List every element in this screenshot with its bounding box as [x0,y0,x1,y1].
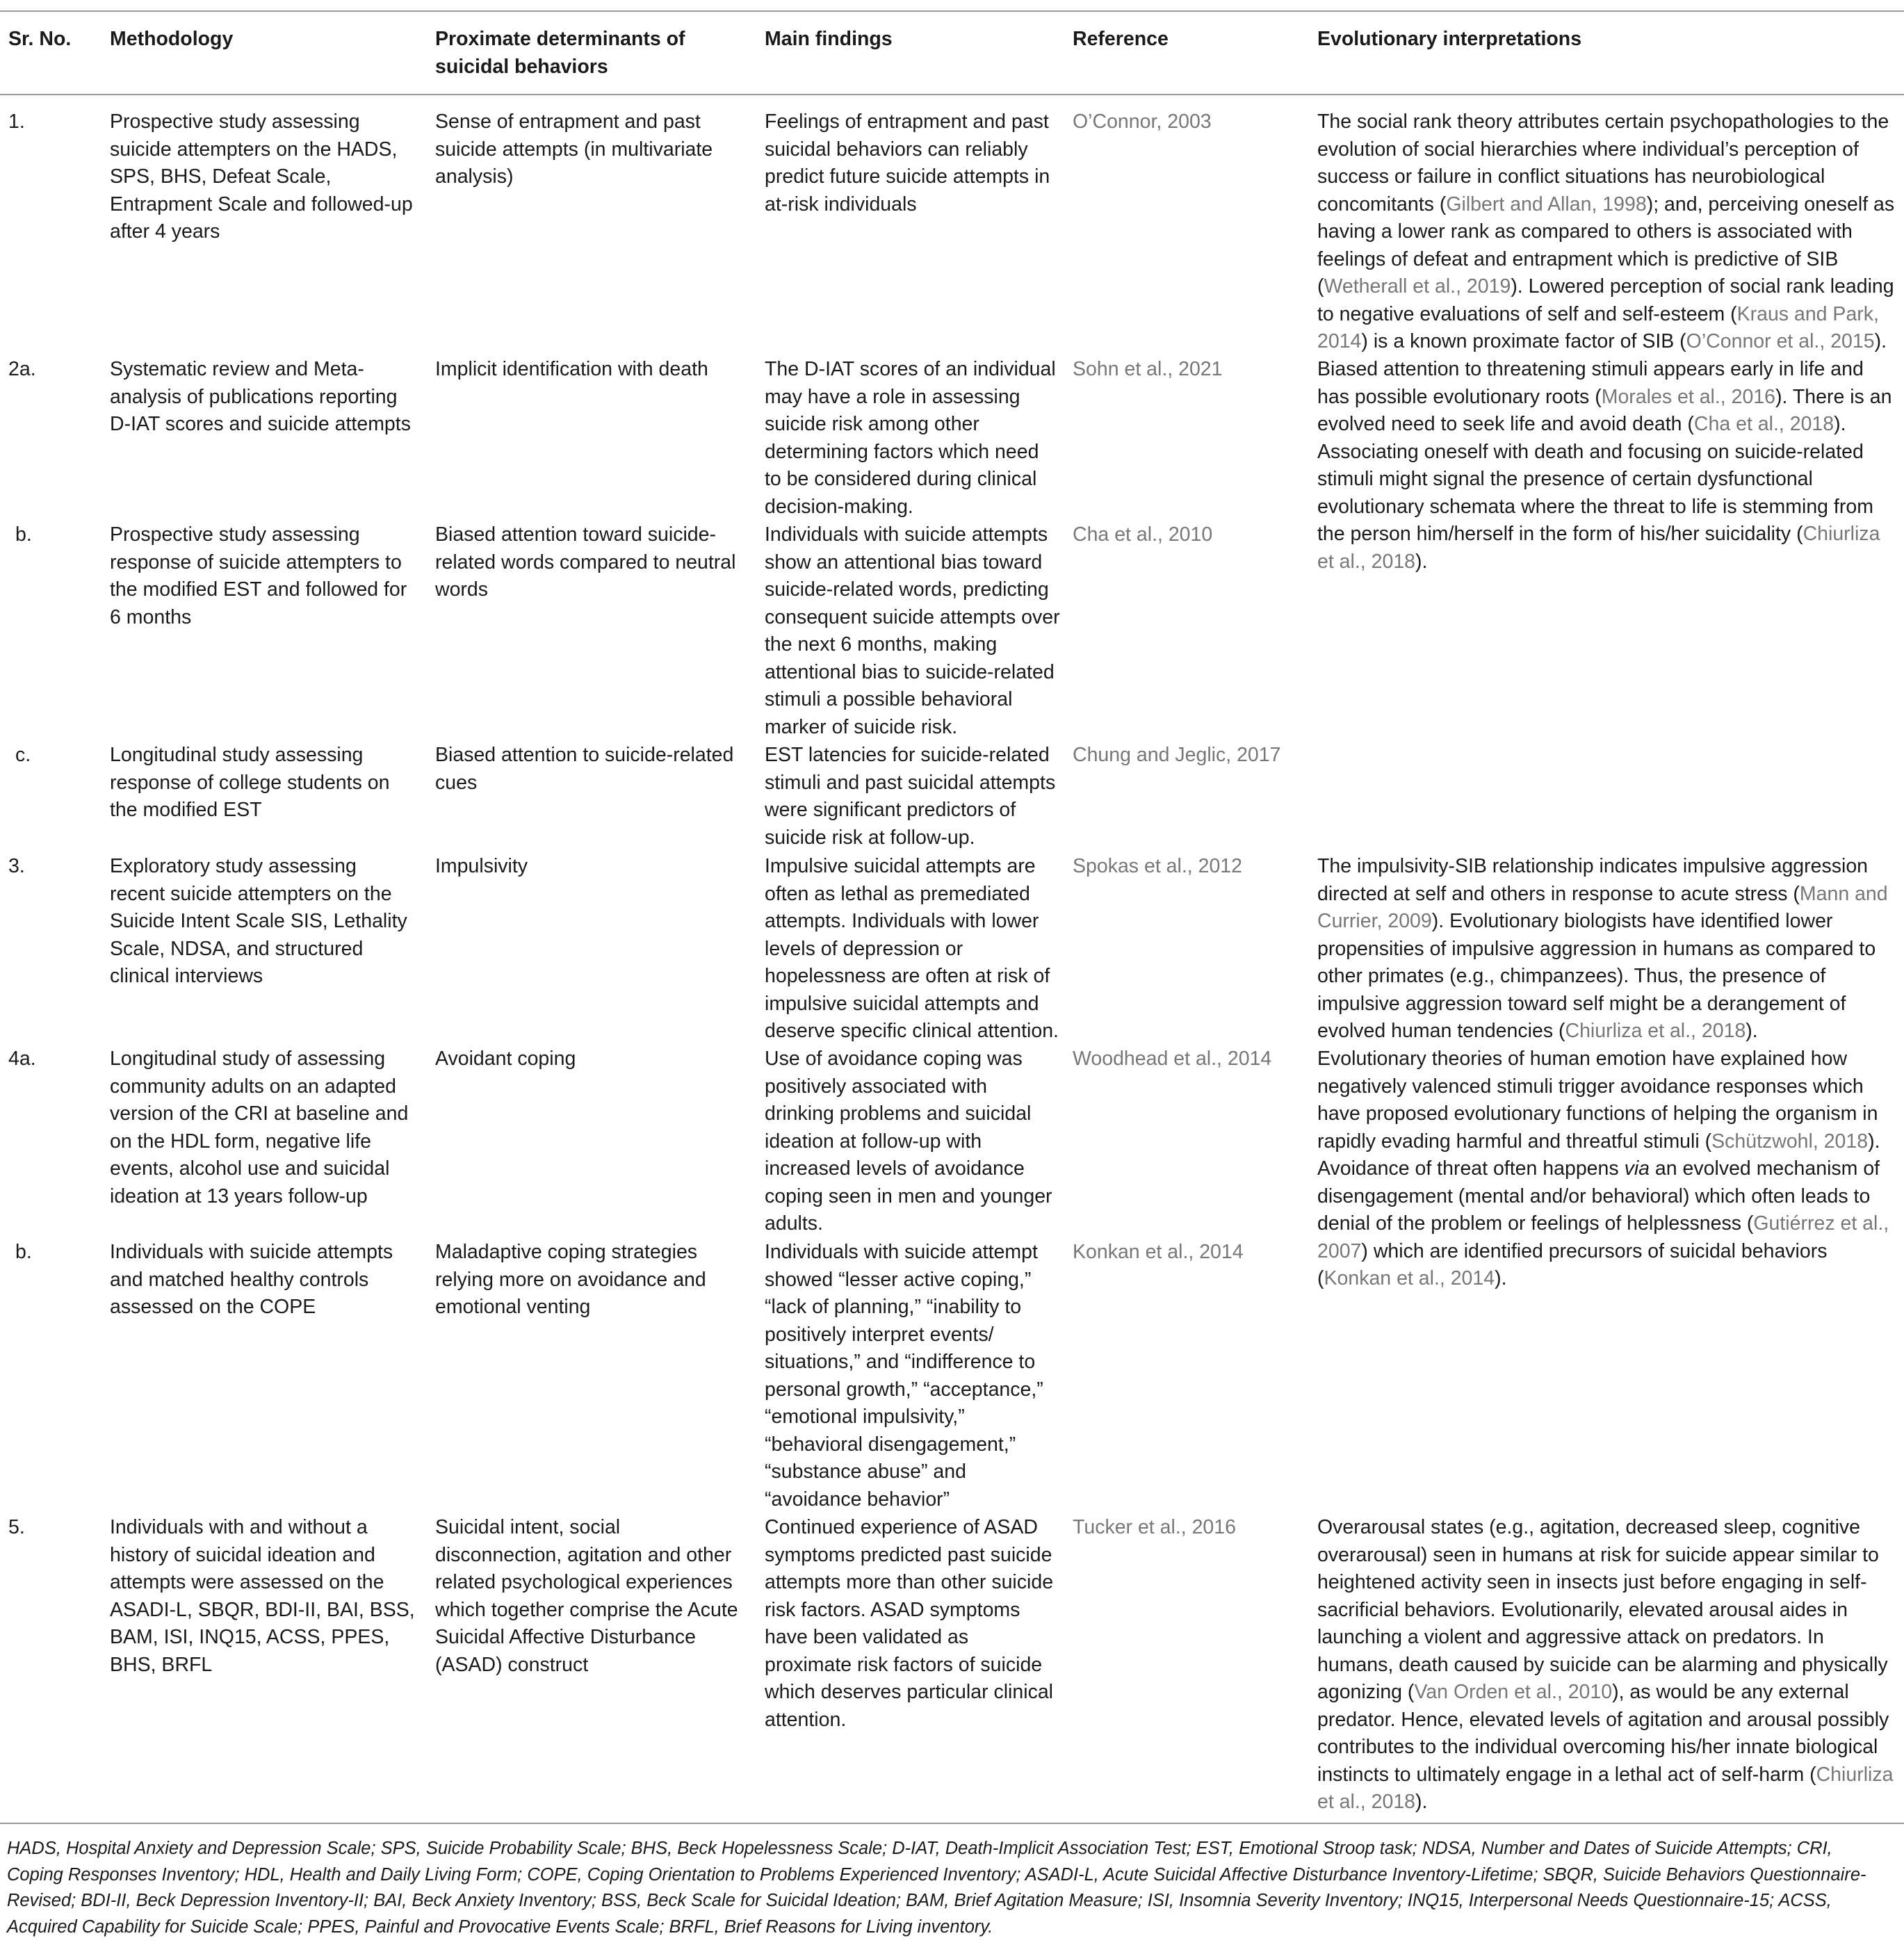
determinant-cell: Avoidant coping [435,1048,576,1070]
determinant-cell: Implicit identification with death [435,358,708,380]
sr-no-cell: 3. [8,855,25,877]
reference-cell: Tucker et al., 2016 [1073,1516,1236,1538]
header-rule [0,94,1904,95]
methodology-cell: Prospective study assessing response of suicide attempters to the modified EST and followed for 6 months [110,523,407,628]
interpretation-impulsivity: The impulsivity-SIB relationship indicates impulsive aggression directed at self and others in response to acute stress (Mann and Currier, 2009). Evolutionary biologists have identified lower propensities of impulsive aggression in humans as compared to other primates (e.g., chimpanzees). Thus, the presence of impulsive aggression toward self might be a derangement of evolved human tendencies (Chiurliza et al., 2018). [1317,855,1888,1042]
determinant-cell: Impulsivity [435,855,528,877]
finding-cell: Feelings of entrapment and past suicidal behaviors can reliably predict future suicide attempts in at-risk individuals [765,111,1050,215]
citation-link[interactable]: O’Connor et al., 2015 [1686,330,1875,352]
citation-link[interactable]: Van Orden et al., 2010 [1414,1681,1613,1703]
header-main-findings: Main findings [765,28,893,50]
sr-no-cell: b. [15,523,32,546]
sr-no-cell: 4a. [8,1048,36,1070]
reference-cell: Sohn et al., 2021 [1073,358,1223,380]
reference-cell: Chung and Jeglic, 2017 [1073,744,1281,766]
interpretation-biased-attention: Biased attention to threatening stimuli appears early in life and has possible evolutionary roots (Morales et al., 2016). There is an evolved need to seek life and avoid death (Cha et al., 2018). Associating oneself with death and focusing on suicide-related stimuli might signal the presence of certain dysfunctional evolutionary schemata where the threat to life is stemming from the person him/herself in the form of his/her suicidality (Chiurliza et al., 2018). [1317,358,1892,573]
header-methodology: Methodology [110,28,234,50]
table-bottom-rule [0,1823,1904,1824]
finding-cell: Individuals with suicide attempts show an attentional bias toward suicide-related words, predicting consequent suicide attempts over the next 6 months, making attentional bias to suicide-related stimuli a possible behavioral marker of suicide risk. [765,523,1060,738]
methodology-cell: Longitudinal study assessing response of college students on the modified EST [110,744,390,821]
citation-link[interactable]: Wetherall et al., 2019 [1324,275,1511,298]
reference-cell: Woodhead et al., 2014 [1073,1048,1272,1070]
citation-link[interactable]: Chiurliza et al., 2018 [1317,523,1880,573]
finding-cell: Individuals with suicide attempt showed “lesser active coping,” “lack of planning,” “inability to positively interpret events/ situations,” and “indifference to personal growth,” “acceptance,” “emotional impulsivity,” “behavioral disengagement,” “substance abuse” and “avoidance behavior” [765,1241,1043,1511]
header-reference: Reference [1073,28,1169,50]
citation-link[interactable]: Gutiérrez et al., 2007 [1317,1212,1889,1262]
reference-cell: Cha et al., 2010 [1073,523,1213,546]
methodology-cell: Individuals with and without a history of suicidal ideation and attempts were assessed on the ASADI-L, SBQR, BDI-II, BAI, BSS, BAM, ISI, INQ15, ACSS, PPES, BHS, BRFL [110,1516,415,1676]
methodology-cell: Exploratory study assessing recent suicide attempters on the Suicide Intent Scale SIS, Lethality Scale, NDSA, and structured clinical interviews [110,855,407,987]
citation-link[interactable]: Chiurliza et al., 2018 [1565,1020,1746,1042]
determinant-cell: Biased attention toward suicide-related words compared to neutral words [435,523,736,601]
reference-cell: O’Connor, 2003 [1073,111,1212,133]
citation-link[interactable]: Konkan et al., 2014 [1324,1267,1495,1289]
finding-cell: Impulsive suicidal attempts are often as lethal as premediated attempts. Individuals with lower levels of depression or hopelessness are often at risk of impulsive suicidal attempts and deserve specific clinical attention. [765,855,1059,1042]
finding-cell: The D-IAT scores of an individual may have a role in assessing suicide risk among other determining factors which need to be considered during clinical decision-making. [765,358,1056,518]
sr-no-cell: c. [15,744,31,766]
finding-cell: EST latencies for suicide-related stimuli and past suicidal attempts were significant predictors of suicide risk at follow-up. [765,744,1056,849]
citation-link[interactable]: Chiurliza et al., 2018 [1317,1763,1894,1813]
finding-cell: Continued experience of ASAD symptoms predicted past suicide attempts more than other suicide risk factors. ASAD symptoms have been validated as proximate risk factors of suicide which deserves particular clinical attention. [765,1516,1054,1731]
citation-link[interactable]: Cha et al., 2018 [1693,413,1834,435]
interpretation-avoidance: Evolutionary theories of human emotion have explained how negatively valenced stimuli trigger avoidance responses which have proposed evolutionary functions of helping the organism in rapidly evading harmful and threatful stimuli (Schützwohl, 2018). Avoidance of threat often happens via an evolved mechanism of disengagement (mental and/or behavioral) which often leads to denial of the problem or feelings of helplessness (Gutiérrez et al., 2007) which are identified precursors of suicidal behaviors (Konkan et al., 2014). [1317,1048,1889,1289]
methodology-cell: Prospective study assessing suicide attempters on the HADS, SPS, BHS, Defeat Scale, Entrapment Scale and followed-up after 4 years [110,111,413,243]
methodology-cell: Longitudinal study of assessing community adults on an adapted version of the CRI at baseline and on the HDL form, negative life events, alcohol use and suicidal ideation at 13 years follow-up [110,1048,409,1207]
table-top-rule [0,10,1904,12]
citation-link[interactable]: Morales et al., 2016 [1601,385,1776,408]
sr-no-cell: b. [15,1241,32,1263]
header-evolutionary-interpretations: Evolutionary interpretations [1317,28,1582,50]
determinant-cell: Biased attention to suicide-related cues [435,744,734,794]
header-sr-no: Sr. No. [8,28,72,50]
sr-no-cell: 2a. [8,358,36,380]
interpretation-overarousal: Overarousal states (e.g., agitation, decreased sleep, cognitive overarousal) seen in humans at risk for suicide appear similar to heightened activity seen in insects just before engaging in self-sacrificial behaviors. Evolutionarily, elevated arousal aides in launching a violent and aggressive attack on predators. In humans, death caused by suicide can be alarming and physically agonizing (Van Orden et al., 2010), as would be any external predator. Hence, elevated levels of agitation and arousal possibly contributes to the individual overcoming his/her innate biological instincts to ultimately engage in a lethal act of self-harm (Chiurliza et al., 2018). [1317,1516,1894,1813]
methodology-cell: Systematic review and Meta-analysis of publications reporting D-IAT scores and suicide attempts [110,358,411,435]
interpretation-social-rank: The social rank theory attributes certain psychopathologies to the evolution of social hierarchies where individual’s perception of success or failure in conflict situations has neurobiological concomitants (Gilbert and Allan, 1998); and, perceiving oneself as having a lower rank as compared to others is associated with feelings of defeat and entrapment which is predictive of SIB (Wetherall et al., 2019). Lowered perception of social rank leading to negative evaluations of self and self-esteem (Kraus and Park, 2014) is a known proximate factor of SIB (O’Connor et al., 2015). [1317,111,1895,352]
citation-link[interactable]: Mann and Currier, 2009 [1317,882,1888,932]
sr-no-cell: 1. [8,111,25,133]
citation-link[interactable]: Kraus and Park, 2014 [1317,302,1879,352]
methodology-cell: Individuals with suicide attempts and matched healthy controls assessed on the COPE [110,1241,393,1318]
header-proximate-determinants: Proximate determinants of suicidal behaviors [435,28,685,78]
citation-link[interactable]: Gilbert and Allan, 1998 [1446,193,1647,215]
reference-cell: Konkan et al., 2014 [1073,1241,1244,1263]
determinant-cell: Suicidal intent, social disconnection, agitation and other related psychological experiences which together comprise the Acute Suicidal Affective Disturbance (ASAD) construct [435,1516,738,1676]
determinant-cell: Sense of entrapment and past suicide attempts (in multivariate analysis) [435,111,713,188]
reference-cell: Spokas et al., 2012 [1073,855,1243,877]
citation-link[interactable]: Schützwohl, 2018 [1711,1130,1869,1153]
determinant-cell: Maladaptive coping strategies relying more on avoidance and emotional venting [435,1241,706,1318]
sr-no-cell: 5. [8,1516,25,1538]
finding-cell: Use of avoidance coping was positively associated with drinking problems and suicidal ideation at follow-up with increased levels of avoidance coping seen in men and younger adults. [765,1048,1052,1235]
table-footnote: HADS, Hospital Anxiety and Depression Scale; SPS, Suicide Probability Scale; BHS, Beck Hopelessness Scale; D-IAT, Death-Implicit Association Test; EST, Emotional Stroop task; NDSA, Number and Dates of Suicide Attempts; CRI, Coping Responses Inventory; HDL, Health and Daily Living Form; COPE, Coping Orientation to Problems Experienced Inventory; ASADI-L, Acute Suicidal Affective Disturbance Inventory-Lifetime; SBQR, Suicide Behaviors Questionnaire-Revised; BDI-II, Beck Depression Inventory-II; BAI, Beck Anxiety Inventory; BSS, Beck Scale for Suicidal Ideation; BAM, Brief Agitation Measure; ISI, Insomnia Severity Inventory; INQ15, Interpersonal Needs Questionnaire-15; ACSS, Acquired Capability for Suicide Scale; PPES, Painful and Provocative Events Scale; BRFL, Brief Reasons for Living inventory. [7,1839,1866,1937]
